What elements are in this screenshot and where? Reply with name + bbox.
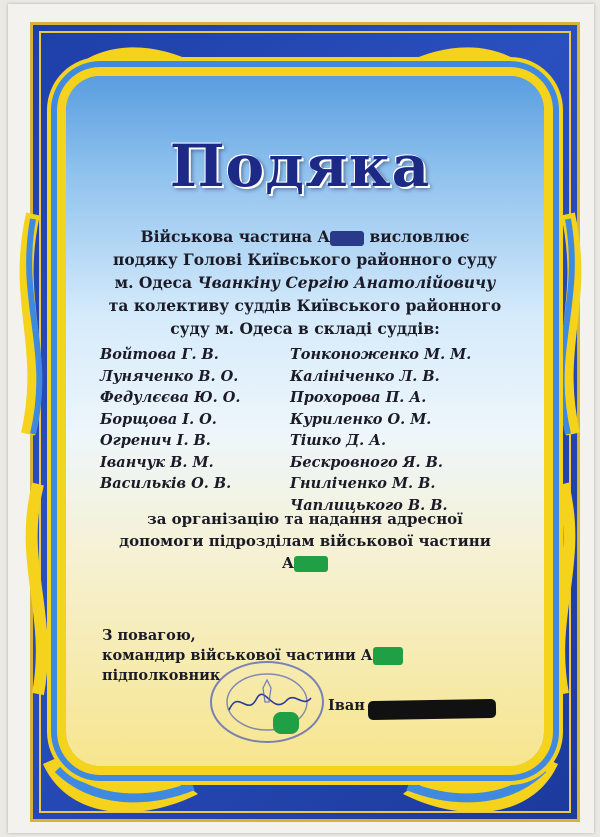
intro-recipient-name: Чванкіну Сергію Анатолійовичу: [197, 273, 496, 292]
redaction-mark: [373, 647, 403, 665]
judges-left-column: [100, 344, 240, 495]
judge-name: Бескровного Я. В.: [290, 453, 443, 471]
intro-text: [100, 225, 510, 340]
judge-name: Прохорова П. А.: [290, 389, 427, 406]
judge-name: Калініченко Л. В.: [290, 367, 440, 385]
intro-line3-plain: м. Одеса: [114, 273, 198, 292]
commander-name: Іван: [328, 697, 365, 714]
judge-name: Огренич І. В.: [100, 432, 211, 449]
judge-name: Луняченко В. О.: [100, 367, 239, 385]
judge-name: Федулєєва Ю. О.: [100, 389, 241, 406]
official-stamp: [207, 658, 327, 744]
judge-name: Борщова І. О.: [100, 410, 217, 428]
redaction-mark: [294, 556, 328, 572]
judges-right-column: [290, 344, 471, 516]
reason-line2: допомоги підрозділам військової частини: [119, 532, 491, 550]
reason-text: [80, 508, 530, 574]
judge-name: Васильків О. В.: [100, 475, 232, 492]
judge-name: Гниліченко М. В.: [290, 475, 436, 492]
judge-name: Чаплицького В. В.: [290, 496, 448, 514]
judge-name: Тішко Д. А.: [290, 432, 387, 449]
redaction-mark: [330, 231, 364, 246]
judge-name: Куриленко О. М.: [290, 410, 432, 428]
judge-name: Іванчук В. М.: [100, 453, 214, 471]
intro-line2: подяку Голові Київського районного суду: [113, 250, 497, 269]
commander-title: командир військової частини А: [102, 647, 373, 664]
judge-name: Войтова Г. В.: [100, 346, 219, 363]
page-title: Подяка: [169, 132, 431, 200]
intro-line1-before: Військова частина А: [140, 227, 331, 246]
intro-line5: суду м. Одеса в складі суддів:: [170, 319, 440, 338]
greeting: З повагою,: [102, 627, 196, 644]
intro-line4: та колективу суддів Київського районного: [108, 296, 502, 315]
rank: підполковник: [102, 667, 221, 684]
judge-name: Тонконоженко М. М.: [290, 346, 472, 363]
reason-line3: А: [281, 554, 295, 572]
intro-line1-after: висловлює: [364, 227, 470, 246]
redaction-bar: [368, 699, 496, 720]
reason-line1: за організацію та надання адресної: [147, 510, 463, 528]
